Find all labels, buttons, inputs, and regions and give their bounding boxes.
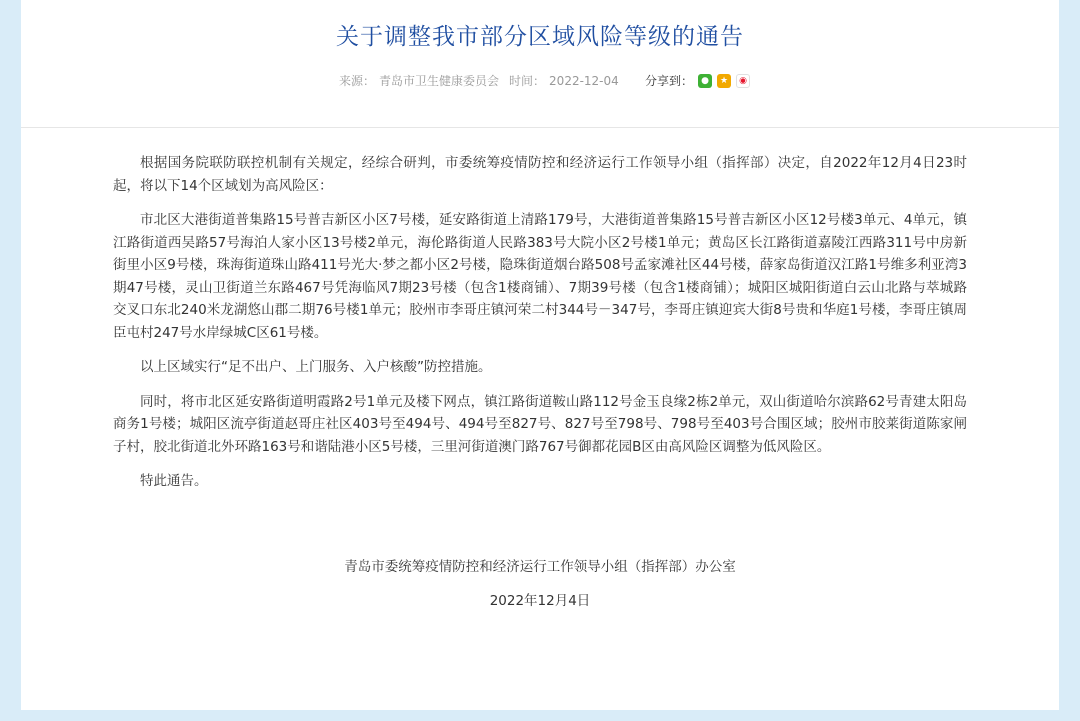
time-value: 2022-12-04 <box>549 74 619 88</box>
article-body <box>21 128 1059 613</box>
share-label: 分享到： <box>645 74 694 88</box>
source-value: 青岛市卫生健康委员会 <box>379 74 500 88</box>
signature-date: 2022年12月4日 <box>489 593 591 609</box>
paragraph-4: 同时，将市北区延安路街道明霞路2号1单元及楼下网点，镇江路街道鞍山路112号金玉良缘2栋2单元，双山街道哈尔滨路62号青建太阳岛商务1号楼；城阳区流亭街道赵哥庄社区403号至494号、494号至827号、827号至798号、798号至403号合围区域；胶州市胶莱街道陈家闸子村，胶北街道北外环路163号和谐陆港小区5号楼，三里河街道澳门路767号御都花园B区由高风险区调整为低风险区。 <box>113 393 967 455</box>
paragraph-2: 市北区大港街道普集路15号普吉新区小区7号楼，延安路街道上清路179号，大港街道普集路15号普吉新区小区12号楼3单元、4单元，镇江路街道西吴路57号海泊人家小区13号楼2单元，海伦路街道人民路383号大院小区2号楼1单元；黄岛区长江路街道嘉陵江西路311号中房新街里小区9号楼，珠海街道珠山路411号光大·梦之都小区2号楼，隐珠街道烟台路508号孟家滩社区44号楼，薛家岛街道汉江路1号维多利亚湾3期47号楼，灵山卫街道兰东路467号凭海临风7期23号楼（包含1楼商铺）、7期39号楼（包含1楼商铺）；城阳区城阳街道白云山北路与萃城路交叉口东北240米龙湖悠山郡二期76号楼1单元；胶州市李哥庄镇河荣二村344号－347号，李哥庄镇迎宾大街8号贵和华庭1号楼，李哥庄镇周臣屯村247号水岸绿城C区61号楼。 <box>113 212 967 341</box>
signature-org: 青岛市委统筹疫情防控和经济运行工作领导小组（指挥部）办公室 <box>344 558 736 575</box>
article-header <box>21 0 1059 128</box>
weibo-icon[interactable]: ◉ <box>736 74 750 88</box>
paragraph-1: 根据国务院联防联控机制有关规定，经综合研判，市委统筹疫情防控和经济运行工作领导小组（指挥部）决定，自2022年12月4日23时起，将以下14个区域划为高风险区： <box>113 155 967 194</box>
source-label: 来源： <box>339 74 376 88</box>
share-bar <box>645 72 750 89</box>
paragraph-5: 特此通告。 <box>140 473 208 489</box>
paragraph-3: 以上区域实行“足不出户、上门服务、入户核酸”防控措施。 <box>140 359 492 375</box>
article-title: 关于调整我市部分区域风险等级的通告 <box>336 24 744 50</box>
article-page <box>21 0 1059 710</box>
article-meta <box>339 72 623 89</box>
time-label: 时间： <box>509 74 546 88</box>
qzone-icon[interactable]: ★ <box>717 74 731 88</box>
wechat-icon[interactable]: ● <box>698 74 712 88</box>
